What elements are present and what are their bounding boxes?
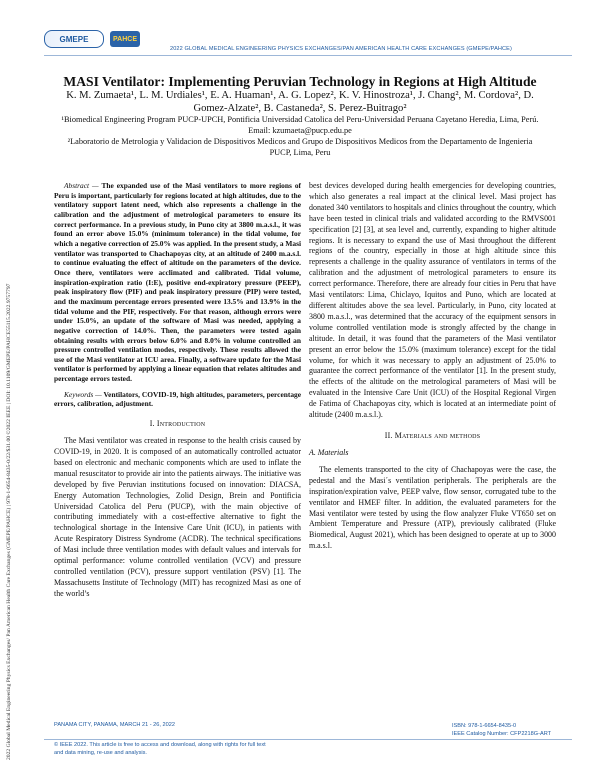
paper-title: MASI Ventilator: Implementing Peruvian Technology in Regions at High Altitude [63, 74, 537, 89]
conference-logos [44, 28, 140, 50]
keywords-label: Keywords — [64, 389, 102, 399]
footer-location: PANAMA CITY, PANAMA, MARCH 21 - 26, 2022 [54, 722, 175, 728]
side-citation-text: 2022 Global Medical Engineering Physics Exchanges/ Pan American Health Care Exchanges (GMEPE/PAHCE) | 978-1-6654-8435-0/22/$31.00 ©2022 IEEE | DOI: 10.1109/GMEPE/PAHCE55115.2022.9757797 [6, 283, 12, 760]
left-column [54, 181, 301, 600]
conference-header: 2022 GLOBAL MEDICAL ENGINEERING PHYSICS EXCHANGES/PAN AMERICAN HEALTH CARE EXCHANGES (GMEPE/PAHCE) [170, 46, 512, 52]
footer-isbn: ISBN: 978-1-6654-8435-0 [452, 723, 517, 729]
affiliation-1: ¹Biomedical Engineering Program PUCP-UPCH, Pontificia Universidad Catolica del Peru-Universidad Peruana Cayetano Heredia, Lima, Perú. Email: kzumaeta@pucp.edu.pe [61, 115, 539, 135]
footer-divider [44, 739, 572, 740]
introduction-continued-text: best devices developed during health emergencies for developing countries, which also generates a real impact at the clinical level. Masi project has donated 340 ventilators to hospitals and clinics throughout the country, which have been tested in clinical trials and validated according to the RMVS001 specification [2] [3], at sea level and, currently, expanding to higher altitude regions. It is necessary to expand the use of Masi throughout the different regions of the country, especially in those at high altitude since this represents a challenge in the quality assurance of ventilators in terms of the calibration and the adjustment of metrological parameters to ensure its correct performance. Therefore, there are already four cities in Peru that have Masi ventilators: Lima, Chiclayo, Iquitos and Puno, which are located at different altitudes above the sea level. Particularly, in Puno, city located at 3800 m.a.s.l., was determined that the accuracy of the equipment sensors in volume controlled ventilation mode is strongly affected by the change in altitude. In detail, it was found that the parameters of the Masi ventilator present an error below the 15.0% (maximum tolerance) except for the tidal volume, for which it was necessary to apply an adjustment of 25.0% to guarantee the correct performance of the ventilator [1]. In the present study, the effects of the altitude on the metrological parameters of Masi will be evaluated in the Intensive Care Unit (ICU) of the Hospital Regional Virgen de Fatima of Chachapoyas city, which is located at an intermediate point of altitude (2400 m.a.s.l.). [309, 181, 556, 420]
abstract-text: The expanded use of the Masi ventilators to more regions of Peru is important, particularly for regions located at high altitudes, due to the ventilatory support latent need, which also represents a challenge in the calibration and the adjustment of metrological parameters to ensure its correct performance. In a previous study, in Puno city at 3800 m.a.s.l., it was found an error above 15.0% (minimum tolerance) in the tidal volume, for which a negative correction of 25.0% was applied. In the present study, a Masi ventilator was transported to Chachapoyas city, at an altitude of 2400 m.a.s.l. to continue evaluating the effect of altitude on the parameters of the device. Once there, ventilators were acclimated and calibrated. Tidal volume, inspiration-expiration ratio (I:E), positive end-expiratory pressure (PEEP), peak inspiratory flow (PIF) and peak inspiratory pressure (PIP) were tested, and the maximum percentage errors presented were 13.5% and 13.9% in the tidal volume and the PIF, respectively. For that reason, although errors were under 15.0%, an update of the software of Masi was needed, applying a negative correction of 14.0%. Then, the parameters were tested again obtaining results with errors below 6.0% and 8.0% in volume controlled an pressure controlled ventilation modes, respectively. These results allowed the use of the Masi ventilator at ICU area. Finally, a software update for the Masi ventilator is performed by applying a linear equation that relates altitudes and percentage errors tested. [54, 181, 301, 384]
keywords-text: Ventilators, COVID-19, high altitudes, parameters, percentage errors, calibration, adjustment. [54, 389, 301, 409]
introduction-text: The Masi ventilator was created in response to the health crisis caused by COVID-19, in 2020. It is composed of an automatically controlled actuator based on electronic and mechanic components which are used to inflate the manual resuscitator to provide air into the patients airways. The initiative was developed by five Peruvian institutions focused on innovation: DIACSA, Energy Automation Technologies, Zolid Design, Brein and Pontificia Universidad Catolica del Peru (PUCP), with the main objective of contributing immediately with a cost-effective alternative to fight the technological shortage in the Intensive Care Unit (ICU), in patients with Acute Respiratory Distress Syndrome (ACDR). The technical specifications of Masi include three ventilation modes with default values and intervals for optimal performance: volume controlled ventilation (VCV) and pressure controlled ventilation (PCV), pressure support ventilation (PSV) [1]. The Massachusetts Institute of Technology (MIT) has recognized Masi as one of the world’s [54, 436, 301, 598]
affiliation-2: ²Laboratorio de Metrologia y Validacion de Dispositivos Medicos and Grupo de Dispositivos Medicos from the Departamento de Ingenieria PUCP, Lima, Peru [67, 137, 533, 157]
abstract-label: Abstract — [64, 181, 99, 190]
materials-text: The elements transported to the city of Chachapoyas were the case, the pedestal and the Masi´s ventilation peripherals. The peripherals are the inspiration/expiration valve, PEEP valve, flow sensor, corrugated tube to the ventilator and HMEF filter. In addition, the evaluated parameters for the Masi ventilator were tested by using the flow analyzer Fluke VT650 set on Ambient Temperature and Pressure (ATP), previously calibrated (Fluke Biomedical, August 2021), which has been designed to operate at up to 3000 m.a.s.l. [309, 464, 556, 551]
copyright-notice: © IEEE 2022. This article is free to access and download, along with rights for full text and data mining, re-use and analysis. [54, 742, 266, 756]
pahce-logo: PAHCE [110, 31, 140, 47]
abstract [54, 181, 301, 384]
footer-catalog-info [452, 722, 572, 738]
side-citation [6, 60, 16, 760]
section-heading-introduction: I. Introduction [149, 419, 206, 429]
subsection-heading-materials: A. Materials [309, 447, 349, 457]
author-list: K. M. Zumaeta¹, L. M. Urdiales¹, E. A. Huaman¹, A. G. Lopez², K. V. Hinostroza¹, J. Chang², M. Cordova², D. Gomez-Alzate², B. Castaneda², S. Perez-Buitrago² [66, 90, 534, 114]
gmepe-logo: GMEPE [44, 30, 104, 48]
right-column [309, 181, 556, 552]
header-divider [44, 55, 572, 56]
section-heading-methods: II. Materials and methods [384, 430, 481, 440]
footer-catalog-number: IEEE Catalog Number: CFP2218G-ART [452, 731, 552, 737]
keywords [54, 390, 301, 409]
